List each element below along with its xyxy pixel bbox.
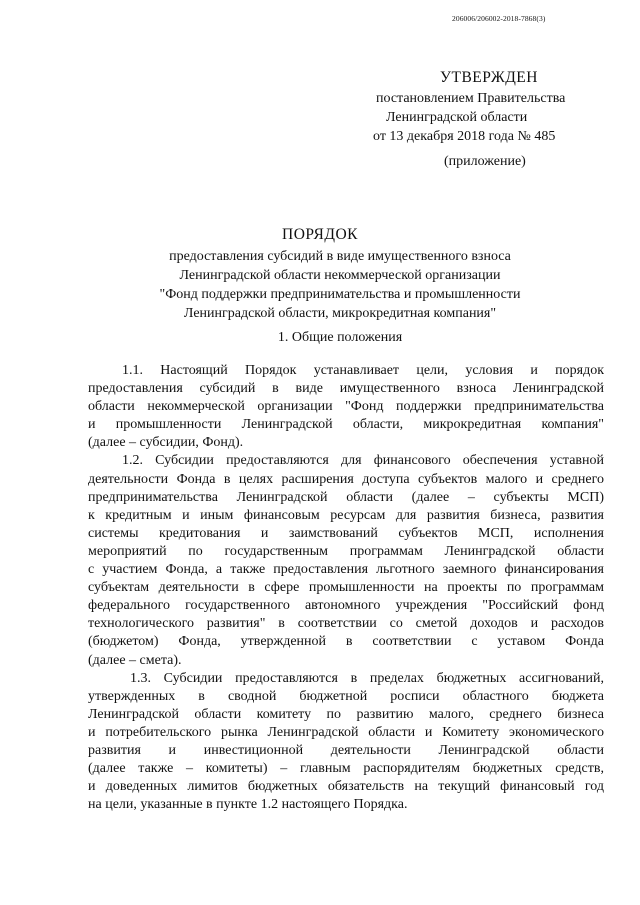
text-line: (бюджетом) Фонда, утвержденной в соответствии с уставом Фонда [88,634,604,650]
document-id: 206006/206002-2018-7868(3) [452,14,546,23]
text-line: предпринимательства Ленинградской области (далее – субъекты МСП) [88,489,604,505]
paragraph-1-2 [88,452,604,669]
approval-line: постановлением Правительства [376,91,566,106]
text-line: предоставления субсидий в виде имущественного взноса Ленинградской [88,381,604,397]
text-line: 1.1. Настоящий Порядок устанавливает цели, условия и порядок [122,363,604,378]
text-line: мероприятий по государственным программам Ленинградской области [88,543,604,559]
document-subtitle [80,247,600,323]
text-line: субъектам деятельности в сфере промышленности на проекты по программам [88,580,604,596]
text-line: на цели, указанные в пункте 1.2 настоящего Порядка. [88,797,408,813]
text-line: развития и инвестиционной деятельности Ленинградской области [88,742,604,758]
text-line: (далее также – комитеты) – главным распорядителям бюджетных средств, [88,761,604,777]
text-line: с участием Фонда, а также предоставления льготного заемного финансирования [88,562,604,578]
paragraph-1-3 [88,670,604,815]
text-line: области некоммерческой организации "Фонд поддержки предпринимательства [88,399,604,415]
text-line: 1.3. Субсидии предоставляются в пределах бюджетных ассигнований, [130,670,604,686]
subtitle-line: Ленинградской области, микрокредитная компания" [183,306,497,321]
text-line: (далее – субсидии, Фонд). [88,435,244,451]
approval-line: от 13 декабря 2018 года № 485 [373,129,556,144]
approval-title: УТВЕРЖДЕН [440,69,538,86]
subtitle-line: предоставления субсидий в виде имущественного взноса [169,249,511,264]
text-line: и потребительского рынка Ленинградской области и Комитету экономического [88,724,604,740]
text-line: (далее – смета). [88,652,182,668]
text-line: и доведенных лимитов бюджетных обязательств на текущий финансовый год [88,779,604,795]
text-line: федерального государственного автономного учреждения "Российский фонд [88,598,604,614]
text-line: Ленинградской области комитету по развитию малого, среднего бизнеса [88,706,604,722]
text-line: к кредитным и иным финансовым ресурсам для развития бизнеса, развития [88,507,604,523]
document-title: ПОРЯДОК [282,226,358,243]
text-line: и промышленности Ленинградской области, микрокредитная компания" [88,417,604,433]
approval-appendix: (приложение) [444,154,526,169]
text-line: 1.2. Субсидии предоставляются для финансового обеспечения уставной [122,453,604,469]
text-line: технологического развития" в соответствии со сметой доходов и расходов [88,616,604,632]
section-heading: 1. Общие положения [277,330,403,345]
paragraph-1-1 [88,362,604,452]
text-line: системы кредитования и заимствований субъектов МСП, исполнения [88,525,604,541]
subtitle-line: "Фонд поддержки предпринимательства и промышленности [159,287,521,302]
approval-line: Ленинградской области [386,110,528,125]
text-line: деятельности Фонда в целях расширения доступа субъектов малого и среднего [88,471,604,487]
approval-stamp [364,68,604,171]
text-line: утвержденных в сводной бюджетной росписи областного бюджета [88,688,604,704]
document-body [88,362,604,814]
subtitle-line: Ленинградской области некоммерческой организации [179,268,501,283]
